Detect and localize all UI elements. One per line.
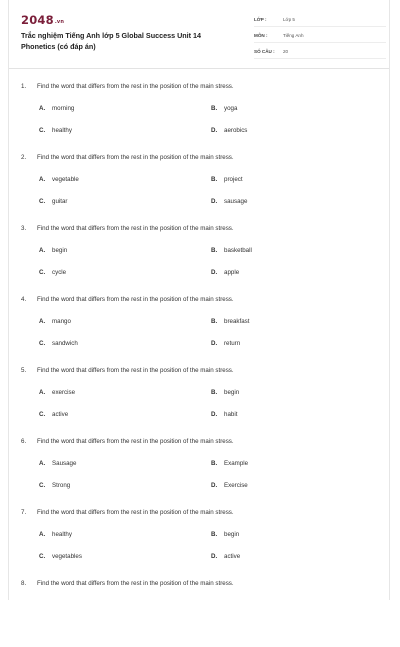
option-b[interactable] bbox=[211, 176, 243, 183]
meta-label: LỚP : bbox=[254, 17, 267, 22]
option-letter: C. bbox=[39, 269, 46, 276]
question-number: 1. bbox=[21, 83, 27, 90]
option-letter: D. bbox=[211, 269, 218, 276]
option-text: Strong bbox=[52, 482, 71, 489]
option-text: Example bbox=[224, 460, 249, 467]
question-stem bbox=[21, 509, 234, 516]
question-text: Find the word that differs from the rest in the position of the main stress. bbox=[37, 296, 234, 303]
option-c[interactable] bbox=[39, 127, 72, 134]
option-letter: A. bbox=[39, 318, 46, 325]
option-letter: A. bbox=[39, 389, 46, 396]
option-letter: B. bbox=[211, 389, 218, 396]
question-stem bbox=[21, 225, 234, 232]
question-item bbox=[9, 79, 389, 150]
option-c[interactable] bbox=[39, 340, 78, 347]
option-letter: B. bbox=[211, 176, 218, 183]
option-a[interactable] bbox=[39, 318, 71, 325]
option-letter: D. bbox=[211, 127, 218, 134]
option-text: begin bbox=[52, 247, 68, 254]
option-letter: D. bbox=[211, 411, 218, 418]
option-c[interactable] bbox=[39, 269, 66, 276]
question-number: 3. bbox=[21, 225, 27, 232]
option-letter: D. bbox=[211, 340, 218, 347]
option-letter: A. bbox=[39, 105, 46, 112]
option-text: yoga bbox=[224, 105, 238, 112]
option-letter: C. bbox=[39, 198, 46, 205]
option-d[interactable] bbox=[211, 127, 247, 134]
question-number: 7. bbox=[21, 509, 27, 516]
question-text: Find the word that differs from the rest in the position of the main stress. bbox=[37, 367, 234, 374]
option-a[interactable] bbox=[39, 176, 79, 183]
option-b[interactable] bbox=[211, 105, 237, 112]
option-a[interactable] bbox=[39, 247, 67, 254]
question-item bbox=[9, 505, 389, 576]
option-a[interactable] bbox=[39, 105, 74, 112]
question-stem bbox=[21, 296, 234, 303]
option-text: return bbox=[224, 340, 241, 347]
meta-row-count bbox=[254, 47, 386, 59]
option-text: exercise bbox=[52, 389, 76, 396]
question-item bbox=[9, 221, 389, 292]
question-item bbox=[9, 576, 389, 647]
option-text: habit bbox=[224, 411, 238, 418]
option-b[interactable] bbox=[211, 531, 239, 538]
question-stem bbox=[21, 438, 234, 445]
option-letter: A. bbox=[39, 247, 46, 254]
site-logo[interactable] bbox=[21, 13, 64, 27]
question-list bbox=[9, 69, 389, 647]
option-letter: B. bbox=[211, 247, 218, 254]
option-letter: B. bbox=[211, 460, 218, 467]
option-d[interactable] bbox=[211, 269, 239, 276]
question-text: Find the word that differs from the rest in the position of the main stress. bbox=[37, 154, 234, 161]
question-item bbox=[9, 292, 389, 363]
option-text: aerobics bbox=[224, 127, 248, 134]
option-b[interactable] bbox=[211, 389, 239, 396]
option-letter: A. bbox=[39, 531, 46, 538]
option-text: vegetable bbox=[52, 176, 79, 183]
question-text: Find the word that differs from the rest in the position of the main stress. bbox=[37, 509, 234, 516]
option-d[interactable] bbox=[211, 482, 248, 489]
question-number: 4. bbox=[21, 296, 27, 303]
option-text: guitar bbox=[52, 198, 68, 205]
option-letter: A. bbox=[39, 460, 46, 467]
question-stem bbox=[21, 83, 234, 90]
question-stem bbox=[21, 367, 234, 374]
worksheet-header bbox=[9, 0, 389, 69]
option-text: Sausage bbox=[52, 460, 77, 467]
option-text: begin bbox=[224, 389, 240, 396]
option-letter: C. bbox=[39, 127, 46, 134]
option-letter: D. bbox=[211, 553, 218, 560]
meta-value: Lớp 5 bbox=[283, 17, 295, 22]
option-letter: B. bbox=[211, 318, 218, 325]
meta-label: SỐ CÂU : bbox=[254, 49, 275, 54]
meta-row-class bbox=[254, 15, 386, 27]
question-number: 8. bbox=[21, 580, 27, 587]
option-text: breakfast bbox=[224, 318, 250, 325]
option-text: cycle bbox=[52, 269, 67, 276]
option-letter: B. bbox=[211, 105, 218, 112]
option-text: begin bbox=[224, 531, 240, 538]
option-d[interactable] bbox=[211, 340, 240, 347]
meta-info bbox=[254, 15, 386, 63]
option-text: apple bbox=[224, 269, 240, 276]
option-d[interactable] bbox=[211, 411, 237, 418]
option-text: mango bbox=[52, 318, 71, 325]
option-text: Exercise bbox=[224, 482, 248, 489]
option-d[interactable] bbox=[211, 553, 240, 560]
option-a[interactable] bbox=[39, 531, 72, 538]
option-d[interactable] bbox=[211, 198, 247, 205]
meta-value: 20 bbox=[283, 49, 289, 54]
meta-label: MÔN : bbox=[254, 33, 268, 38]
option-text: morning bbox=[52, 105, 75, 112]
option-b[interactable] bbox=[211, 247, 252, 254]
option-letter: D. bbox=[211, 198, 218, 205]
question-text: Find the word that differs from the rest in the position of the main stress. bbox=[37, 438, 234, 445]
option-text: sausage bbox=[224, 198, 248, 205]
option-text: basketball bbox=[224, 247, 252, 254]
option-text: vegetables bbox=[52, 553, 82, 560]
question-number: 2. bbox=[21, 154, 27, 161]
option-letter: B. bbox=[211, 531, 218, 538]
question-number: 5. bbox=[21, 367, 27, 374]
option-letter: A. bbox=[39, 176, 46, 183]
question-item bbox=[9, 363, 389, 434]
option-c[interactable] bbox=[39, 411, 68, 418]
option-text: healthy bbox=[52, 127, 72, 134]
option-letter: D. bbox=[211, 482, 218, 489]
question-text: Find the word that differs from the rest in the position of the main stress. bbox=[37, 580, 234, 587]
logo-sub-text: .vn bbox=[54, 19, 65, 25]
option-letter: C. bbox=[39, 482, 46, 489]
option-letter: C. bbox=[39, 340, 46, 347]
logo-main-text: 2048 bbox=[21, 13, 54, 27]
option-text: sandwich bbox=[52, 340, 78, 347]
question-text: Find the word that differs from the rest in the position of the main stress. bbox=[37, 225, 234, 232]
question-item bbox=[9, 434, 389, 505]
option-letter: C. bbox=[39, 553, 46, 560]
question-stem bbox=[21, 580, 234, 587]
question-item bbox=[9, 150, 389, 221]
question-number: 6. bbox=[21, 438, 27, 445]
page-title: Trắc nghiệm Tiếng Anh lớp 5 Global Success Unit 14 Phonetics (có đáp án) bbox=[21, 31, 202, 51]
meta-value: Tiếng Anh bbox=[283, 33, 304, 38]
option-text: healthy bbox=[52, 531, 72, 538]
option-b[interactable] bbox=[211, 460, 248, 467]
option-a[interactable] bbox=[39, 389, 75, 396]
option-text: active bbox=[52, 411, 69, 418]
option-c[interactable] bbox=[39, 553, 82, 560]
option-b[interactable] bbox=[211, 318, 249, 325]
option-c[interactable] bbox=[39, 482, 70, 489]
option-text: active bbox=[224, 553, 241, 560]
question-text: Find the word that differs from the rest in the position of the main stress. bbox=[37, 83, 234, 90]
option-letter: C. bbox=[39, 411, 46, 418]
worksheet-page bbox=[8, 0, 390, 600]
option-a[interactable] bbox=[39, 460, 76, 467]
option-text: project bbox=[224, 176, 243, 183]
option-c[interactable] bbox=[39, 198, 67, 205]
meta-row-subject bbox=[254, 31, 386, 43]
question-stem bbox=[21, 154, 234, 161]
